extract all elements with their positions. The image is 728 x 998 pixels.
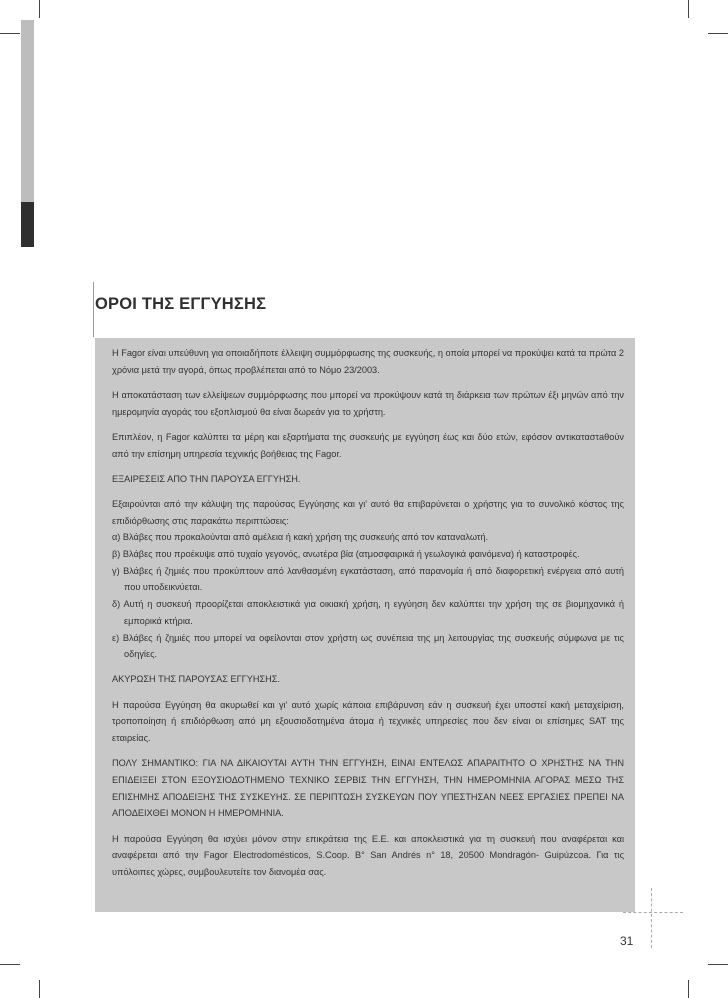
side-bar-light	[21, 20, 34, 202]
important-notice: ΠΟΛΥ ΣΗΜΑΝΤΙΚΟ: ΓΙΑ ΝΑ ΔΙΚΑΙΟΥΤΑΙ ΑΥΤΗ ΤΗΝ ΕΓΓΥΗΣΗ, ΕΙΝΑΙ ΕΝΤΕΛΩΣ ΑΠΑΡΑΙΤΗΤΟ Ο ΧΡΗΣΤΗΣ ΝΑ ΤΗΝ ΕΠΙΔΕΙΞΕΙ ΣΤΟΝ ΕΞΟΥΣΙΟΔΟΤΗΜΕΝΟ ΤΕΧΝΙΚΟ ΣΕΡΒΙΣ ΤΗΝ ΕΓΓΥΗΣΗ, ΤΗΝ ΗΜΕΡΟΜΗΝΙΑ ΑΓΟΡΑΣ ΜΕΣΩ ΤΗΣ ΕΠΙΣΗΜΗΣ ΑΠΟΔΕΙΞΗΣ ΤΗΣ ΣΥΣΚΕΥΗΣ. ΣΕ ΠΕΡΙΠΤΩΣΗ ΣΥΣΚΕΥΩΝ ΠΟΥ ΥΠΕΣΤΗΣΑΝ ΝΕΕΣ ΕΡΓΑΣΙΕΣ ΠΡΕΠΕΙ ΝΑ ΑΠΟΔΕΙΧΘΕΙ ΜΟΝΟΝ Η ΗΜΕΡΟΜΗΝΙΑ.	[112, 758, 624, 819]
dashed-guide	[651, 888, 652, 948]
list-item: α) Βλάβες που προκαλούνται από αμέλεια ή κακή χρήση της συσκευής από τον καταναλωτή.	[112, 532, 489, 543]
paragraph: Η Fagor είναι υπεύθυνη για οποιαδήποτε έλλειψη συμμόρφωσης της συσκευής, η οποία μπορεί να προκύψει κατά τα πρώτα 2 χρόνια μετά την αγορά, όπως προβλέπεται από το Νόμο 23/2003.	[112, 348, 624, 375]
side-bar-dark	[21, 202, 34, 247]
crop-mark	[0, 964, 20, 965]
warranty-text	[112, 345, 624, 889]
crop-mark	[708, 33, 728, 34]
title-rule	[93, 282, 94, 337]
paragraph: Εξαιρούνται από την κάλυψη της παρούσας Εγγύησης και γι' αυτό θα επιβαρύνεται ο χρήστης για το συνολικό κόστος της επιδιόρθωσης στις παρακάτω περιπτώσεις:	[112, 498, 624, 526]
list-item: δ) Αυτή η συσκευή προορίζεται αποκλειστικά για οικιακή χρήση, η εγγύηση δεν καλύπτει την χρήση της σε βιομηχανικά ή εμπορικά κτήρια.	[112, 599, 624, 626]
crop-mark	[0, 33, 20, 34]
list-item: ε) Βλάβες ή ζημιές που μπορεί να οφείλονται στον χρήστη ως συνέπεια της μη λειτουργίας της συσκευής σύμφωνα με τις οδηγίες.	[112, 632, 624, 660]
crop-mark	[688, 980, 689, 998]
paragraph: Η παρούσα Εγγύηση θα ισχύει μόνον στην επικράτεια της Ε.Ε. και αποκλειστικά για τη συσκευή που αναφέρεται και αναφέρεται από την Fagor Electrodomésticos, S.Coop. B° San Andrés n° 18, 20500 Mondragón- Guipúzcoa. Για τις υπόλοιπες χώρες, συμβουλευτείτε τον διανομέα σας.	[112, 833, 624, 877]
list-item: β) Βλάβες που προέκυψε από τυχαίο γεγονός, ανωτέρα βία (ατμοσφαιρικά ή γεωλογικά φαινόμενα) ή καταστροφές.	[112, 549, 580, 560]
crop-mark	[39, 980, 40, 998]
paragraph: Η αποκατάσταση των ελλείψεων συμμόρφωσης που μπορεί να προκύψουν κατά τη διάρκεια των πρώτων έξι μηνών από την ημερομηνία αγοράς του εξοπλισμού θα είναι δωρεάν για το χρήστη.	[112, 389, 624, 417]
crop-mark	[688, 0, 689, 18]
page-title: ΟΡΟΙ ΤΗΣ ΕΓΓΥΗΣΗΣ	[95, 295, 267, 313]
dashed-guide	[623, 912, 683, 913]
page-number: 31	[620, 934, 634, 948]
paragraph: Επιπλέον, η Fagor καλύπτει τα μέρη και εξαρτήματα της συσκευής με εγγύηση έως και δύο ετών, εφόσον αντικαταστaθούν από την επίσημη υπηρεσία τεχνικής βοήθειας της Fagor.	[112, 431, 624, 459]
paragraph: Η παρούσα Εγγύηση θα ακυρωθεί και γι' αυτό χωρίς κάποια επιβάρυνση εάν η συσκευή έχει υποστεί κακή μεταχείριση, τροποποίηση ή επιδιόρθωση από μη εξουσιοδοτημένα άτομα ή τεχνικές υπηρεσίες που δεν είναι οι επίσημες SAT της εταιρείας.	[112, 699, 624, 744]
list-item: γ) Βλάβες ή ζημιές που προκύπτουν από λανθασμένη εγκατάσταση, από παρανομία ή από διαφορετική ενέργεια από αυτή που υποδεικνύεται.	[112, 565, 624, 593]
crop-mark	[39, 0, 40, 18]
section-heading: ΕΞΑΙΡΕΣΕΙΣ ΑΠΟ ΤΗΝ ΠΑΡΟΥΣΑ ΕΓΓΥΗΣΗ.	[112, 473, 301, 484]
section-heading: ΑΚΥΡΩΣΗ ΤΗΣ ΠΑΡΟΥΣΑΣ ΕΓΓΥΗΣΗΣ.	[112, 674, 281, 685]
crop-mark	[708, 964, 728, 965]
